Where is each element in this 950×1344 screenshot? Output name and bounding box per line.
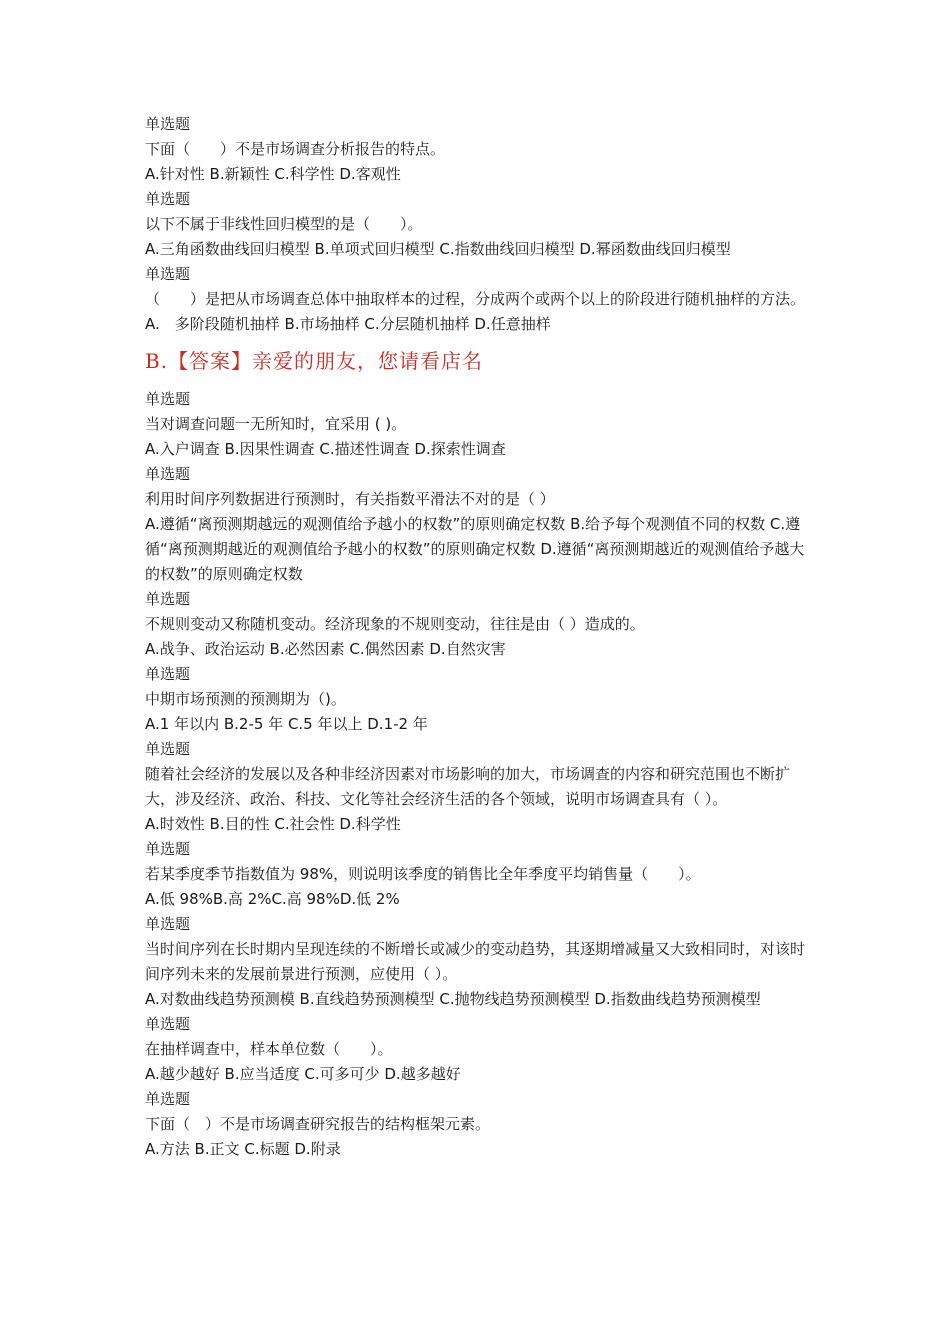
- question-stem: 随着社会经济的发展以及各种非经济因素对市场影响的加大，市场调查的内容和研究范围也不断扩大，涉及经济、政治、科技、文化等社会经济生活的各个领域，说明市场调查具有（ ）。: [145, 765, 791, 808]
- question-type: 单选题: [145, 665, 191, 683]
- question-stem: 当对调查问题一无所知时，宜采用 ( )。: [145, 415, 407, 433]
- question-options: A.遵循“离预测期越远的观测值给予越小的权数”的原则确定权数 B.给予每个观测值不同的权数 C.遵循“离预测期越近的观测值给予越小的权数”的原则确定权数 D.遵循“离预测期越近的观测值给予越大的权数”的原则确定权数: [145, 515, 805, 583]
- question-stem: 中期市场预测的预测期为（)。: [145, 690, 346, 708]
- question-options: A.入户调查 B.因果性调查 C.描述性调查 D.探索性调查: [145, 440, 506, 458]
- question-stem: 当时间序列在长时期内呈现连续的不断增长或减少的变动趋势，其逐期增减量又大致相同时，对该时间序列未来的发展前景进行预测，应使用（ ）。: [145, 940, 806, 983]
- question-options: A.时效性 B.目的性 C.社会性 D.科学性: [145, 815, 401, 833]
- answer-line: B.【答案】亲爱的朋友，您请看店名: [145, 349, 484, 373]
- question-type: 单选题: [145, 390, 191, 408]
- question-stem: （ ）是把从市场调查总体中抽取样本的过程，分成两个或两个以上的阶段进行随机抽样的方法。: [145, 290, 806, 308]
- question-options: A.方法 B.正文 C.标题 D.附录: [145, 1140, 341, 1158]
- question-stem: 若某季度季节指数值为 98%，则说明该季度的销售比全年季度平均销售量（ ）。: [145, 865, 701, 883]
- question-options: A.1 年以内 B.2-5 年 C.5 年以上 D.1-2 年: [145, 715, 428, 733]
- question-type: 单选题: [145, 465, 191, 483]
- question-stem: 以下不属于非线性回归模型的是（ ）。: [145, 215, 423, 233]
- question-options: A.三角函数曲线回归模型 B.单项式回归模型 C.指数曲线回归模型 D.幂函数曲线回归模型: [145, 240, 731, 258]
- question-stem: 下面（ ）不是市场调查分析报告的特点。: [145, 140, 446, 158]
- question-stem: 不规则变动又称随机变动。经济现象的不规则变动，往往是由（ ）造成的。: [145, 615, 645, 633]
- question-type: 单选题: [145, 190, 191, 208]
- question-options: A.低 98%B.高 2%C.高 98%D.低 2%: [145, 890, 400, 908]
- question-options: A.战争、政治运动 B.必然因素 C.偶然因素 D.自然灾害: [145, 640, 506, 658]
- question-list: [145, 112, 810, 1162]
- question-options: A.越少越好 B.应当适度 C.可多可少 D.越多越好: [145, 1065, 461, 1083]
- question-type: 单选题: [145, 740, 191, 758]
- question-type: 单选题: [145, 1015, 191, 1033]
- question-stem: 在抽样调查中，样本单位数（ ）。: [145, 1040, 393, 1058]
- question-type: 单选题: [145, 265, 191, 283]
- question-type: 单选题: [145, 1090, 191, 1108]
- question-stem: 利用时间序列数据进行预测时，有关指数平滑法不对的是（ ）: [145, 490, 555, 508]
- question-options: A. 多阶段随机抽样 B.市场抽样 C.分层随机抽样 D.任意抽样: [145, 315, 551, 333]
- question-stem: 下面（ ）不是市场调查研究报告的结构框架元素。: [145, 1115, 491, 1133]
- question-options: A.对数曲线趋势预测模 B.直线趋势预测模型 C.抛物线趋势预测模型 D.指数曲线趋势预测模型: [145, 990, 761, 1008]
- question-type: 单选题: [145, 115, 191, 133]
- question-type: 单选题: [145, 840, 191, 858]
- question-type: 单选题: [145, 590, 191, 608]
- question-options: A.针对性 B.新颖性 C.科学性 D.客观性: [145, 165, 401, 183]
- question-type: 单选题: [145, 915, 191, 933]
